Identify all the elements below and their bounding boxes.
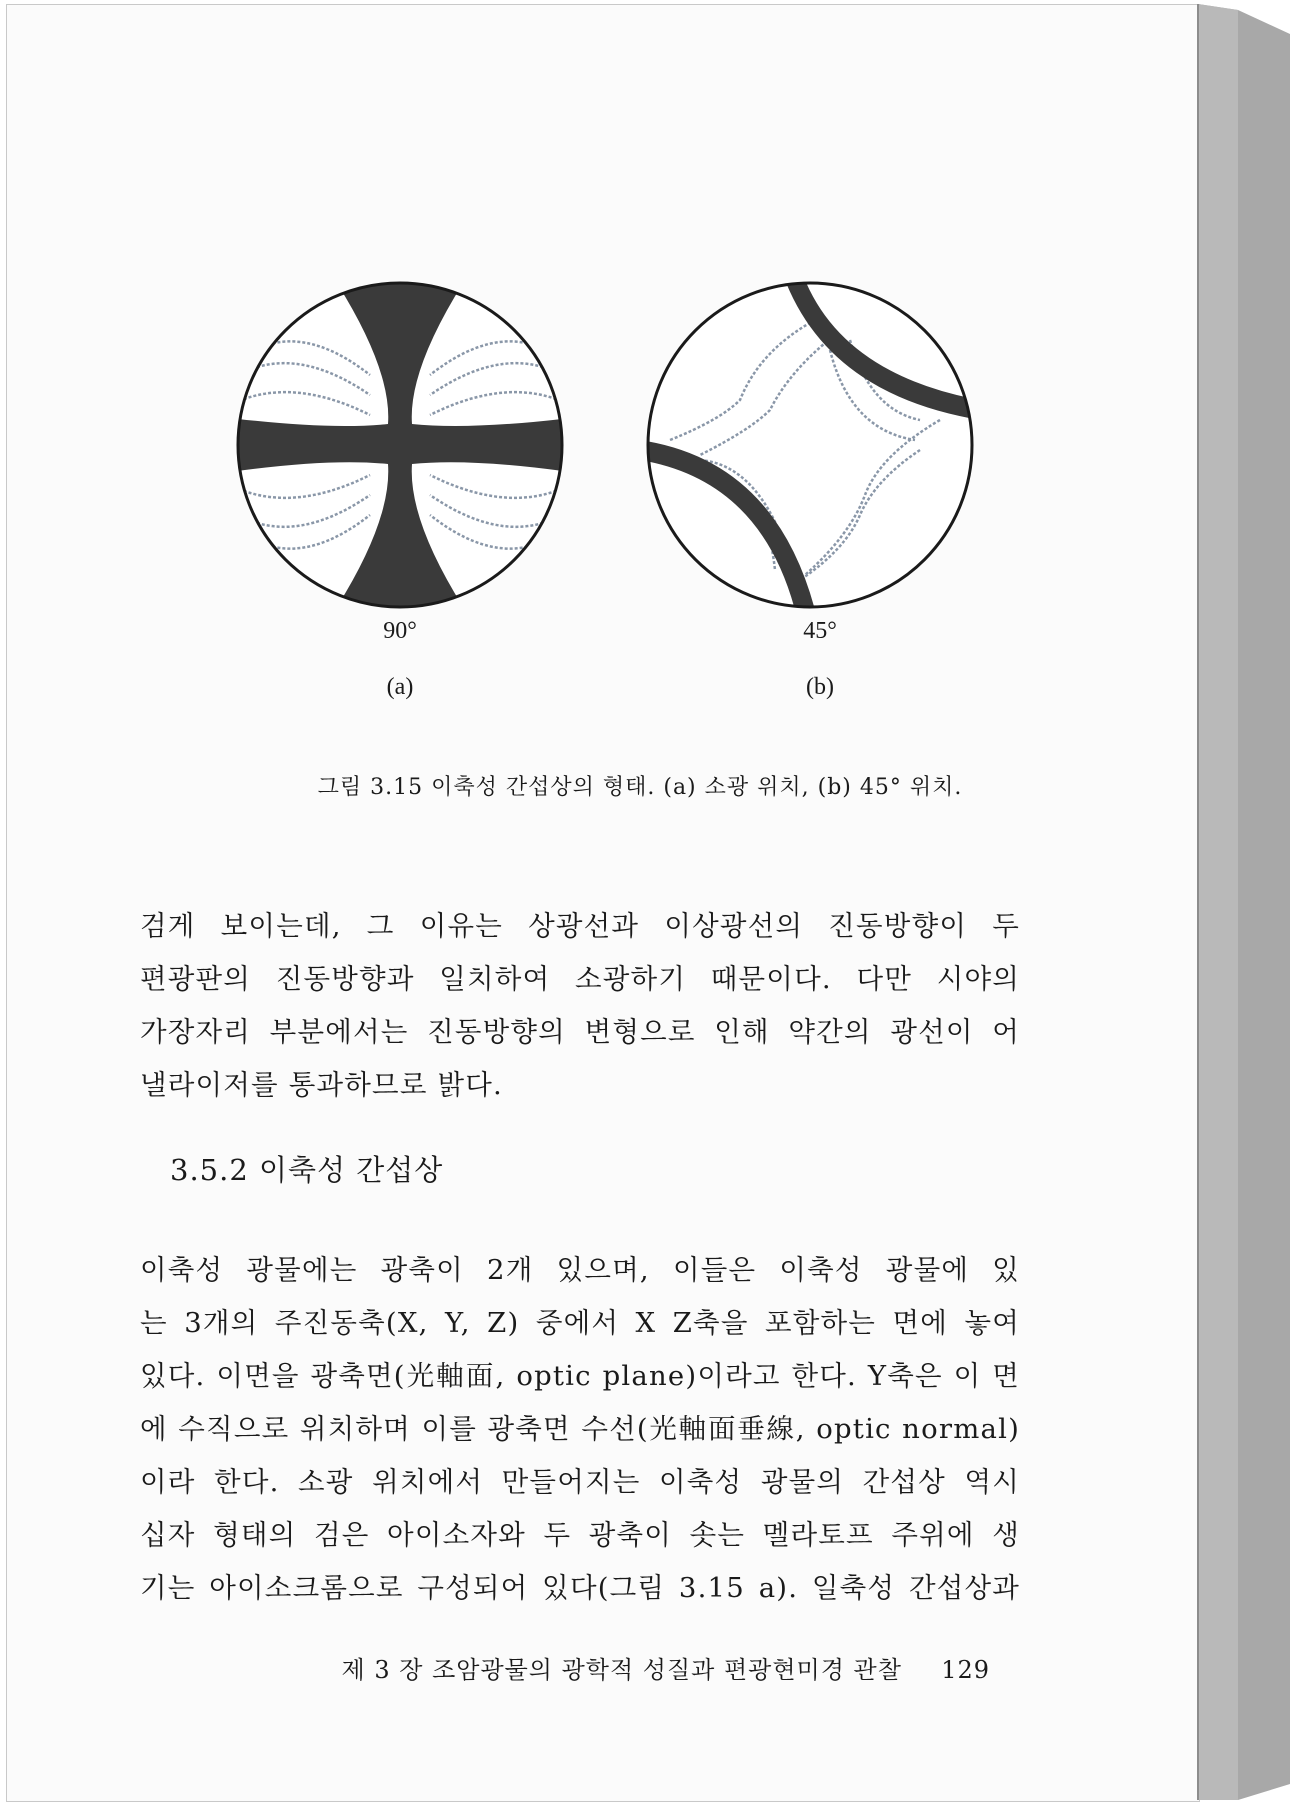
text-line: 이라 한다. 소광 위치에서 만들어지는 이축성 광물의 간섭상 역시 [140, 1466, 1020, 1498]
text-line: 십자 형태의 검은 아이소자와 두 광축이 솟는 멜라토프 주위에 생 [140, 1519, 1020, 1551]
conoscopic-figure-b [640, 280, 980, 610]
paragraph-2 [140, 1244, 1020, 1615]
text-line: 가장자리 부분에서는 진동방향의 변형으로 인해 약간의 광선이 어 [140, 1016, 1020, 1048]
text-line: 는 3개의 주진동축(X, Y, Z) 중에서 X Z축을 포함하는 면에 놓여 [140, 1307, 1020, 1339]
text-line: 기는 아이소크롬으로 구성되어 있다(그림 3.15 a). 일축성 간섭상과 [140, 1572, 1020, 1604]
figure-b-angle: 45° [803, 618, 837, 644]
section-heading: 3.5.2 이축성 간섭상 [170, 1153, 444, 1187]
figure-3-15 [230, 280, 990, 700]
conoscopic-figure-a [230, 280, 570, 610]
page-footer [330, 1650, 990, 1685]
text-line: 에 수직으로 위치하며 이를 광축면 수선(光軸面垂線, optic normal) [140, 1413, 1020, 1445]
figure-a-label: (a) [386, 674, 414, 700]
text-line: 검게 보이는데, 그 이유는 상광선과 이상광선의 진동방향이 두 [140, 910, 1020, 942]
figure-b-label: (b) [806, 674, 834, 700]
figure-a-angle: 90° [383, 618, 417, 644]
text-line: 편광판의 진동방향과 일치하여 소광하기 때문이다. 다만 시야의 [140, 963, 1020, 995]
paragraph-1 [140, 900, 1020, 1112]
text-line: 낼라이저를 통과하므로 밝다. [140, 1069, 504, 1101]
isogyre-cross [230, 280, 570, 610]
text-line: 이축성 광물에는 광축이 2개 있으며, 이들은 이축성 광물에 있 [140, 1254, 1020, 1286]
text-line: 있다. 이면을 광축면(光軸面, optic plane)이라고 한다. Y축은 이 면 [140, 1360, 1020, 1392]
page-number: 129 [941, 1656, 990, 1684]
figure-caption: 그림 3.15 이축성 간섭상의 형태. (a) 소광 위치, (b) 45° 위치. [317, 775, 963, 800]
chapter-title: 제 3 장 조암광물의 광학적 성질과 편광현미경 관찰 [341, 1656, 902, 1684]
